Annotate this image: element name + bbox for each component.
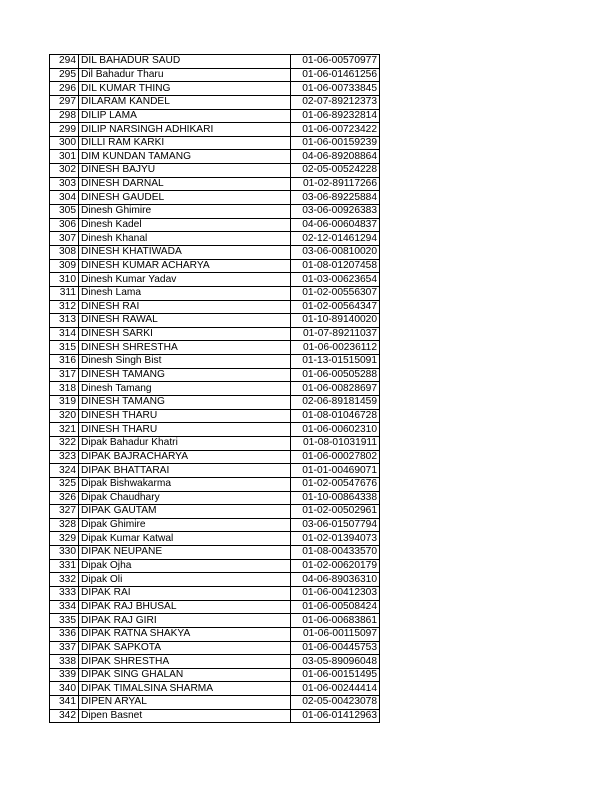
- name-cell: DIPAK TIMALSINA SHARMA: [79, 682, 291, 696]
- name-cell: DIPAK RAI: [79, 586, 291, 600]
- table-row: [50, 95, 380, 109]
- serial-number-cell: 325: [50, 477, 79, 491]
- id-number-cell: 01-08-00433570: [291, 546, 380, 560]
- name-cell: Dil Bahadur Tharu: [79, 68, 291, 82]
- table-row: [50, 600, 380, 614]
- serial-number-cell: 310: [50, 273, 79, 287]
- serial-number-cell: 327: [50, 505, 79, 519]
- name-cell: DIL BAHADUR SAUD: [79, 55, 291, 69]
- name-cell: DINESH BAJYU: [79, 164, 291, 178]
- id-number-cell: 01-06-00570977: [291, 55, 380, 69]
- table-row: [50, 532, 380, 546]
- id-number-cell: 01-02-00556307: [291, 286, 380, 300]
- name-cell: DIL KUMAR THING: [79, 82, 291, 96]
- name-cell: DIPAK SING GHALAN: [79, 668, 291, 682]
- serial-number-cell: 332: [50, 573, 79, 587]
- table-row: [50, 177, 380, 191]
- name-cell: DINESH KHATIWADA: [79, 245, 291, 259]
- id-number-cell: 02-07-89212373: [291, 95, 380, 109]
- serial-number-cell: 322: [50, 436, 79, 450]
- name-cell: DIPAK RATNA SHAKYA: [79, 627, 291, 641]
- table-row: [50, 477, 380, 491]
- serial-number-cell: 329: [50, 532, 79, 546]
- id-number-cell: 01-02-89117266: [291, 177, 380, 191]
- id-number-cell: 02-06-89181459: [291, 396, 380, 410]
- id-number-cell: 03-06-00810020: [291, 245, 380, 259]
- id-number-cell: 01-06-00151495: [291, 668, 380, 682]
- table-row: [50, 546, 380, 560]
- serial-number-cell: 302: [50, 164, 79, 178]
- name-cell: Dipak Ojha: [79, 559, 291, 573]
- id-number-cell: 01-06-00445753: [291, 641, 380, 655]
- id-number-cell: 01-01-00469071: [291, 464, 380, 478]
- serial-number-cell: 315: [50, 341, 79, 355]
- name-cell: Dinesh Lama: [79, 286, 291, 300]
- table-row: [50, 450, 380, 464]
- table-row: [50, 341, 380, 355]
- serial-number-cell: 333: [50, 586, 79, 600]
- name-cell: Dipak Bahadur Khatri: [79, 436, 291, 450]
- table-row: [50, 205, 380, 219]
- id-number-cell: 01-02-00564347: [291, 300, 380, 314]
- serial-number-cell: 324: [50, 464, 79, 478]
- serial-number-cell: 294: [50, 55, 79, 69]
- id-number-cell: 01-06-00508424: [291, 600, 380, 614]
- id-number-cell: 01-02-00620179: [291, 559, 380, 573]
- name-cell: Dinesh Ghimire: [79, 205, 291, 219]
- serial-number-cell: 330: [50, 546, 79, 560]
- name-cell: Dipen Basnet: [79, 709, 291, 723]
- id-number-cell: 01-08-01046728: [291, 409, 380, 423]
- serial-number-cell: 301: [50, 150, 79, 164]
- id-number-cell: 03-06-89225884: [291, 191, 380, 205]
- serial-number-cell: 304: [50, 191, 79, 205]
- serial-number-cell: 334: [50, 600, 79, 614]
- serial-number-cell: 303: [50, 177, 79, 191]
- id-number-cell: 01-06-00505288: [291, 368, 380, 382]
- serial-number-cell: 342: [50, 709, 79, 723]
- table-row: [50, 382, 380, 396]
- serial-number-cell: 306: [50, 218, 79, 232]
- serial-number-cell: 307: [50, 232, 79, 246]
- name-cell: Dinesh Singh Bist: [79, 355, 291, 369]
- id-number-cell: 01-06-00115097: [291, 627, 380, 641]
- name-cell: Dinesh Tamang: [79, 382, 291, 396]
- table-row: [50, 273, 380, 287]
- table-row: [50, 614, 380, 628]
- serial-number-cell: 338: [50, 655, 79, 669]
- name-cell: Dipak Oli: [79, 573, 291, 587]
- id-number-cell: 01-06-00602310: [291, 423, 380, 437]
- table-row: [50, 109, 380, 123]
- id-number-cell: 01-10-00864338: [291, 491, 380, 505]
- name-cell: Dinesh Khanal: [79, 232, 291, 246]
- serial-number-cell: 295: [50, 68, 79, 82]
- id-number-cell: 01-06-00027802: [291, 450, 380, 464]
- serial-number-cell: 300: [50, 136, 79, 150]
- name-cell: DINESH RAI: [79, 300, 291, 314]
- name-cell: DIPEN ARYAL: [79, 696, 291, 710]
- id-number-cell: 01-06-01461256: [291, 68, 380, 82]
- id-number-cell: 01-02-00502961: [291, 505, 380, 519]
- id-number-cell: 01-06-00412303: [291, 586, 380, 600]
- table-row: [50, 150, 380, 164]
- id-number-cell: 01-06-89232814: [291, 109, 380, 123]
- serial-number-cell: 323: [50, 450, 79, 464]
- table-row: [50, 232, 380, 246]
- table-row: [50, 164, 380, 178]
- table-row: [50, 409, 380, 423]
- serial-number-cell: 336: [50, 627, 79, 641]
- table-row: [50, 586, 380, 600]
- id-number-cell: 02-12-01461294: [291, 232, 380, 246]
- serial-number-cell: 308: [50, 245, 79, 259]
- id-number-cell: 03-06-01507794: [291, 518, 380, 532]
- name-cell: DILIP LAMA: [79, 109, 291, 123]
- id-number-cell: 01-02-01394073: [291, 532, 380, 546]
- name-cell: Dipak Chaudhary: [79, 491, 291, 505]
- id-number-cell: 04-06-89036310: [291, 573, 380, 587]
- serial-number-cell: 337: [50, 641, 79, 655]
- id-number-cell: 03-05-89096048: [291, 655, 380, 669]
- table-row: [50, 436, 380, 450]
- table-row: [50, 136, 380, 150]
- roster-table-body: [50, 55, 380, 723]
- name-cell: DIPAK BAJRACHARYA: [79, 450, 291, 464]
- name-cell: DINESH SHRESTHA: [79, 341, 291, 355]
- name-cell: Dipak Ghimire: [79, 518, 291, 532]
- serial-number-cell: 311: [50, 286, 79, 300]
- table-row: [50, 68, 380, 82]
- name-cell: DINESH TAMANG: [79, 396, 291, 410]
- name-cell: DIPAK NEUPANE: [79, 546, 291, 560]
- name-cell: Dipak Bishwakarma: [79, 477, 291, 491]
- name-cell: DIPAK RAJ BHUSAL: [79, 600, 291, 614]
- serial-number-cell: 313: [50, 314, 79, 328]
- id-number-cell: 01-07-89211037: [291, 327, 380, 341]
- id-number-cell: 04-06-89208864: [291, 150, 380, 164]
- table-row: [50, 559, 380, 573]
- name-cell: DILARAM KANDEL: [79, 95, 291, 109]
- name-cell: Dinesh Kumar Yadav: [79, 273, 291, 287]
- id-number-cell: 01-10-89140020: [291, 314, 380, 328]
- serial-number-cell: 340: [50, 682, 79, 696]
- id-number-cell: 04-06-00604837: [291, 218, 380, 232]
- id-number-cell: 01-06-01412963: [291, 709, 380, 723]
- id-number-cell: 01-13-01515091: [291, 355, 380, 369]
- id-number-cell: 01-03-00623654: [291, 273, 380, 287]
- serial-number-cell: 328: [50, 518, 79, 532]
- table-row: [50, 82, 380, 96]
- table-row: [50, 396, 380, 410]
- id-number-cell: 03-06-00926383: [291, 205, 380, 219]
- serial-number-cell: 314: [50, 327, 79, 341]
- name-cell: DIM KUNDAN TAMANG: [79, 150, 291, 164]
- id-number-cell: 01-02-00547676: [291, 477, 380, 491]
- serial-number-cell: 339: [50, 668, 79, 682]
- table-row: [50, 491, 380, 505]
- name-cell: DINESH TAMANG: [79, 368, 291, 382]
- table-row: [50, 355, 380, 369]
- table-row: [50, 259, 380, 273]
- serial-number-cell: 309: [50, 259, 79, 273]
- serial-number-cell: 319: [50, 396, 79, 410]
- table-row: [50, 314, 380, 328]
- table-row: [50, 191, 380, 205]
- table-row: [50, 423, 380, 437]
- table-row: [50, 464, 380, 478]
- serial-number-cell: 318: [50, 382, 79, 396]
- table-row: [50, 655, 380, 669]
- name-cell: Dinesh Kadel: [79, 218, 291, 232]
- name-cell: DINESH GAUDEL: [79, 191, 291, 205]
- id-number-cell: 01-06-00733845: [291, 82, 380, 96]
- name-cell: DILLI RAM KARKI: [79, 136, 291, 150]
- table-row: [50, 696, 380, 710]
- serial-number-cell: 331: [50, 559, 79, 573]
- id-number-cell: 01-06-00236112: [291, 341, 380, 355]
- name-cell: DINESH DARNAL: [79, 177, 291, 191]
- id-number-cell: 01-06-00159239: [291, 136, 380, 150]
- id-number-cell: 01-06-00244414: [291, 682, 380, 696]
- serial-number-cell: 317: [50, 368, 79, 382]
- name-cell: DILIP NARSINGH ADHIKARI: [79, 123, 291, 137]
- serial-number-cell: 298: [50, 109, 79, 123]
- table-row: [50, 123, 380, 137]
- id-number-cell: 01-06-00683861: [291, 614, 380, 628]
- table-row: [50, 668, 380, 682]
- name-cell: DINESH RAWAL: [79, 314, 291, 328]
- table-row: [50, 327, 380, 341]
- name-cell: DIPAK GAUTAM: [79, 505, 291, 519]
- table-row: [50, 518, 380, 532]
- table-row: [50, 627, 380, 641]
- id-number-cell: 01-06-00723422: [291, 123, 380, 137]
- table-row: [50, 300, 380, 314]
- serial-number-cell: 316: [50, 355, 79, 369]
- id-number-cell: 01-08-01207458: [291, 259, 380, 273]
- name-cell: DIPAK SAPKOTA: [79, 641, 291, 655]
- table-row: [50, 682, 380, 696]
- table-row: [50, 218, 380, 232]
- name-cell: DINESH THARU: [79, 409, 291, 423]
- id-number-cell: 01-08-01031911: [291, 436, 380, 450]
- table-row: [50, 55, 380, 69]
- table-row: [50, 286, 380, 300]
- roster-table: [49, 54, 380, 723]
- serial-number-cell: 326: [50, 491, 79, 505]
- name-cell: DIPAK SHRESTHA: [79, 655, 291, 669]
- table-row: [50, 245, 380, 259]
- serial-number-cell: 320: [50, 409, 79, 423]
- id-number-cell: 01-06-00828697: [291, 382, 380, 396]
- name-cell: Dipak Kumar Katwal: [79, 532, 291, 546]
- name-cell: DINESH SARKI: [79, 327, 291, 341]
- serial-number-cell: 296: [50, 82, 79, 96]
- table-row: [50, 709, 380, 723]
- serial-number-cell: 321: [50, 423, 79, 437]
- table-row: [50, 641, 380, 655]
- id-number-cell: 02-05-00524228: [291, 164, 380, 178]
- table-row: [50, 573, 380, 587]
- serial-number-cell: 341: [50, 696, 79, 710]
- table-row: [50, 505, 380, 519]
- serial-number-cell: 299: [50, 123, 79, 137]
- id-number-cell: 02-05-00423078: [291, 696, 380, 710]
- name-cell: DINESH KUMAR ACHARYA: [79, 259, 291, 273]
- table-row: [50, 368, 380, 382]
- serial-number-cell: 335: [50, 614, 79, 628]
- serial-number-cell: 312: [50, 300, 79, 314]
- name-cell: DIPAK BHATTARAI: [79, 464, 291, 478]
- serial-number-cell: 305: [50, 205, 79, 219]
- serial-number-cell: 297: [50, 95, 79, 109]
- name-cell: DINESH THARU: [79, 423, 291, 437]
- name-cell: DIPAK RAJ GIRI: [79, 614, 291, 628]
